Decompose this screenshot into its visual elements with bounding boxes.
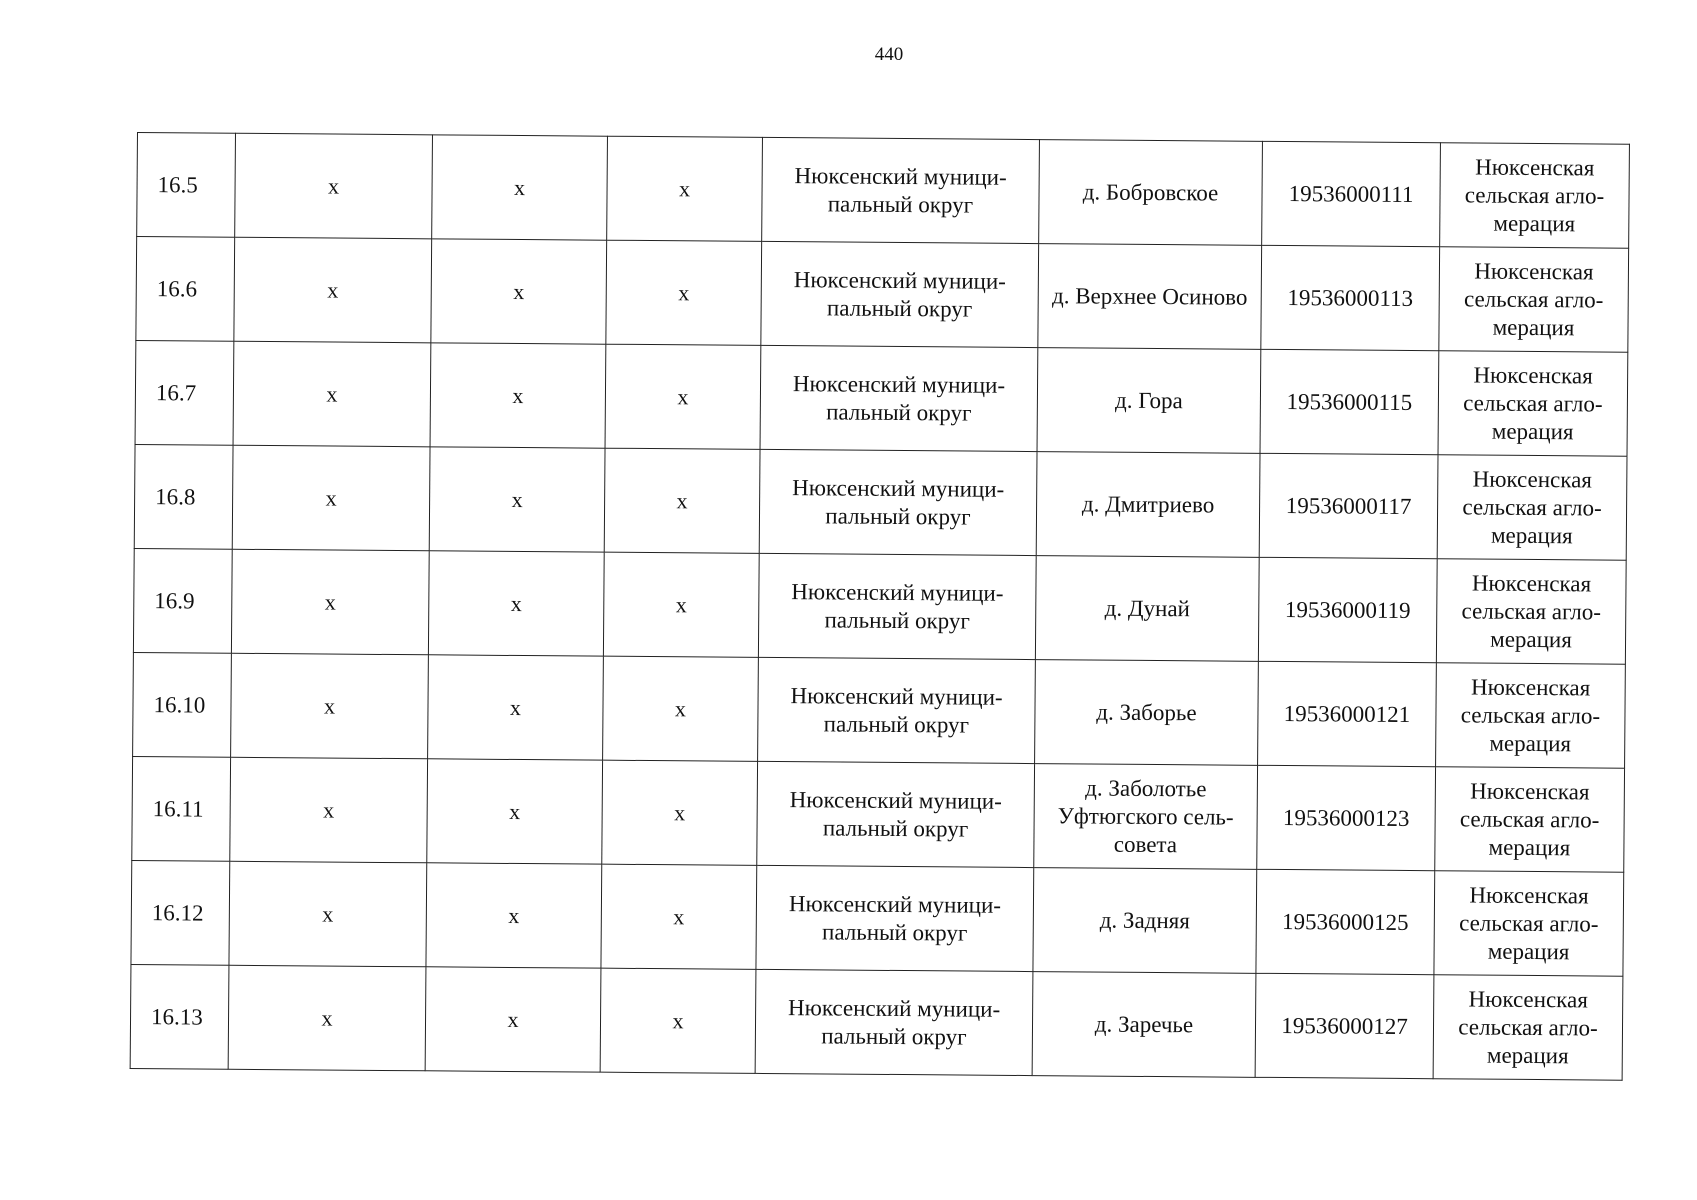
table-row [132, 756, 1625, 872]
x-mark-cell [425, 967, 601, 1072]
row-number-text: 16.13 [150, 1003, 203, 1030]
x-mark-cell [235, 133, 433, 239]
x-mark-text: x [678, 279, 690, 305]
agglomeration-cell [1438, 351, 1628, 456]
district-cell [759, 449, 1037, 555]
x-mark-cell [432, 135, 608, 240]
agglomeration-text: Нюксенская сельская агло- мерация [1464, 154, 1605, 236]
oktmo-code-text: 19536000121 [1283, 700, 1411, 727]
oktmo-code-text: 19536000117 [1285, 492, 1412, 519]
settlement-cell [1035, 556, 1259, 662]
oktmo-code-cell [1258, 661, 1437, 766]
x-mark-cell [603, 552, 759, 657]
agglomeration-text: Нюксенская сельская агло- мерация [1458, 985, 1598, 1068]
district-cell [755, 969, 1033, 1075]
agglomeration-cell [1436, 663, 1626, 768]
district-text: Нюксенский муници- пальный округ [787, 994, 1001, 1050]
table-row [134, 444, 1627, 560]
row-number-cell [133, 548, 232, 653]
x-mark-text: x [676, 487, 688, 513]
x-mark-text: x [327, 276, 339, 303]
x-mark-cell [426, 863, 602, 968]
x-mark-text: x [323, 692, 336, 719]
row-number-cell [130, 964, 229, 1069]
x-mark-text: x [509, 694, 522, 720]
x-mark-text: x [322, 900, 334, 927]
district-cell [756, 865, 1034, 971]
x-mark-text: x [678, 175, 691, 201]
agglomeration-cell [1436, 559, 1626, 664]
x-mark-text: x [675, 591, 687, 617]
x-mark-text: x [672, 1007, 684, 1033]
x-mark-text: x [508, 902, 520, 928]
settlement-text: д. Заборье [1096, 699, 1197, 725]
x-mark-text: x [513, 278, 525, 304]
x-mark-text: x [507, 1006, 519, 1032]
settlement-cell [1038, 244, 1262, 350]
agglomeration-text: Нюксенская сельская агло- мерация [1459, 881, 1599, 964]
settlement-cell [1039, 140, 1263, 246]
table-body [130, 133, 1629, 1081]
agglomeration-cell [1434, 871, 1624, 976]
x-mark-cell [605, 344, 761, 449]
row-number-text: 16.6 [156, 275, 198, 301]
settlement-text: д. Заболотье Уфтюгского сель- совета [1057, 774, 1234, 857]
table-row [133, 652, 1626, 768]
x-mark-text: x [323, 796, 335, 823]
x-mark-cell [234, 237, 432, 343]
district-cell [757, 761, 1035, 867]
oktmo-code-cell [1260, 349, 1439, 454]
district-text: Нюксенский муници- пальный округ [790, 682, 1003, 738]
district-text: Нюксенский муници- пальный округ [792, 474, 1005, 530]
district-cell [761, 241, 1039, 347]
settlement-cell [1034, 764, 1258, 870]
x-mark-cell [428, 655, 604, 760]
settlement-text: д. Бобровское [1082, 178, 1219, 205]
x-mark-cell [231, 549, 429, 655]
settlement-text: д. Задняя [1099, 907, 1190, 933]
district-text: Нюксенский муници- пальный округ [789, 786, 1002, 842]
district-cell [758, 553, 1036, 659]
settlement-cell [1036, 452, 1260, 558]
table-row [137, 133, 1630, 249]
row-number-cell [135, 340, 234, 445]
x-mark-cell [606, 240, 762, 345]
settlement-cell [1035, 660, 1259, 766]
settlement-text: д. Дунай [1104, 595, 1190, 621]
x-mark-text: x [674, 799, 686, 825]
agglomeration-cell [1440, 143, 1630, 248]
row-number-cell [137, 133, 236, 238]
x-mark-text: x [326, 380, 338, 407]
agglomeration-cell [1437, 455, 1627, 560]
agglomeration-text: Нюксенская сельская агло- мерация [1460, 673, 1601, 756]
oktmo-code-cell [1262, 141, 1441, 246]
oktmo-code-text: 19536000115 [1286, 388, 1413, 415]
row-number-text: 16.5 [157, 171, 198, 197]
oktmo-code-cell [1259, 453, 1438, 558]
district-cell [758, 657, 1036, 763]
x-mark-cell [231, 653, 429, 759]
district-text: Нюксенский муници- пальный округ [793, 266, 1007, 322]
district-cell [762, 137, 1040, 243]
x-mark-cell [230, 757, 428, 863]
district-text: Нюксенский муници- пальный округ [792, 370, 1006, 426]
oktmo-code-text: 19536000113 [1287, 284, 1414, 311]
x-mark-text: x [325, 484, 337, 511]
table-row [135, 340, 1628, 456]
row-number-cell [132, 756, 231, 861]
oktmo-code-cell [1255, 973, 1434, 1078]
agglomeration-cell [1439, 247, 1629, 352]
x-mark-cell [427, 759, 603, 864]
oktmo-code-cell [1258, 557, 1437, 662]
row-number-text: 16.8 [155, 483, 196, 509]
x-mark-text: x [513, 174, 526, 200]
x-mark-cell [601, 864, 757, 969]
x-mark-text: x [510, 590, 522, 616]
row-number-cell [136, 237, 235, 342]
agglomeration-text: Нюксенская сельская агло- мерация [1462, 466, 1602, 548]
settlement-cell [1033, 868, 1257, 974]
x-mark-cell [600, 968, 756, 1073]
agglomeration-text: Нюксенская сельская агло- мерация [1463, 258, 1604, 340]
settlement-text: д. Дмитриево [1081, 490, 1215, 517]
row-number-cell [131, 860, 230, 965]
settlement-text: д. Заречье [1094, 1011, 1194, 1037]
x-mark-cell [232, 445, 430, 551]
district-text: Нюксенский муници- пальный округ [788, 890, 1002, 946]
table-row [130, 964, 1623, 1080]
table-row [136, 237, 1629, 353]
x-mark-cell [428, 551, 604, 656]
settlement-cell [1037, 348, 1261, 454]
agglomeration-text: Нюксенская сельская агло- мерация [1459, 777, 1600, 860]
row-number-text: 16.10 [153, 691, 206, 718]
x-mark-text: x [511, 486, 523, 512]
x-mark-text: x [512, 382, 524, 408]
agglomeration-text: Нюксенская сельская агло- мерация [1461, 569, 1602, 652]
x-mark-cell [229, 861, 427, 967]
settlement-cell [1032, 972, 1256, 1078]
oktmo-code-text: 19536000125 [1281, 908, 1409, 935]
x-mark-cell [602, 760, 758, 865]
oktmo-code-text: 19536000127 [1281, 1012, 1408, 1039]
x-mark-cell [607, 136, 763, 241]
settlements-table [130, 132, 1630, 1081]
x-mark-cell [228, 965, 426, 1071]
settlement-text: д. Гора [1114, 387, 1183, 413]
settlement-text: д. Верхнее Осиново [1051, 282, 1248, 310]
oktmo-code-text: 19536000123 [1282, 804, 1410, 831]
oktmo-code-text: 19536000119 [1284, 596, 1411, 623]
table-row [133, 548, 1626, 664]
district-cell [760, 345, 1038, 451]
district-text: Нюксенский муници- пальный округ [791, 578, 1004, 634]
x-mark-text: x [677, 383, 689, 409]
oktmo-code-cell [1261, 245, 1440, 350]
x-mark-text: x [509, 798, 521, 824]
district-text: Нюксенский муници- пальный округ [794, 162, 1007, 218]
row-number-text: 16.9 [154, 587, 195, 613]
row-number-text: 16.7 [155, 379, 197, 405]
x-mark-cell [431, 239, 607, 344]
x-mark-text: x [327, 173, 340, 199]
x-mark-cell [603, 656, 759, 761]
x-mark-text: x [321, 1004, 333, 1031]
oktmo-code-cell [1256, 869, 1435, 974]
x-mark-cell [604, 448, 760, 553]
x-mark-text: x [674, 695, 687, 721]
agglomeration-text: Нюксенская сельская агло- мерация [1463, 362, 1603, 444]
oktmo-code-cell [1257, 765, 1436, 870]
x-mark-text: x [324, 588, 336, 615]
row-number-text: 16.12 [151, 899, 204, 926]
table-row [131, 860, 1624, 976]
page-number: 440 [874, 44, 904, 65]
oktmo-code-text: 19536000111 [1288, 180, 1414, 207]
x-mark-text: x [673, 903, 685, 929]
x-mark-cell [429, 447, 605, 552]
x-mark-cell [233, 341, 431, 447]
row-number-text: 16.11 [152, 795, 204, 822]
x-mark-cell [430, 343, 606, 448]
agglomeration-cell [1433, 975, 1623, 1080]
row-number-cell [133, 652, 232, 757]
row-number-cell [134, 444, 233, 549]
agglomeration-cell [1435, 767, 1625, 872]
